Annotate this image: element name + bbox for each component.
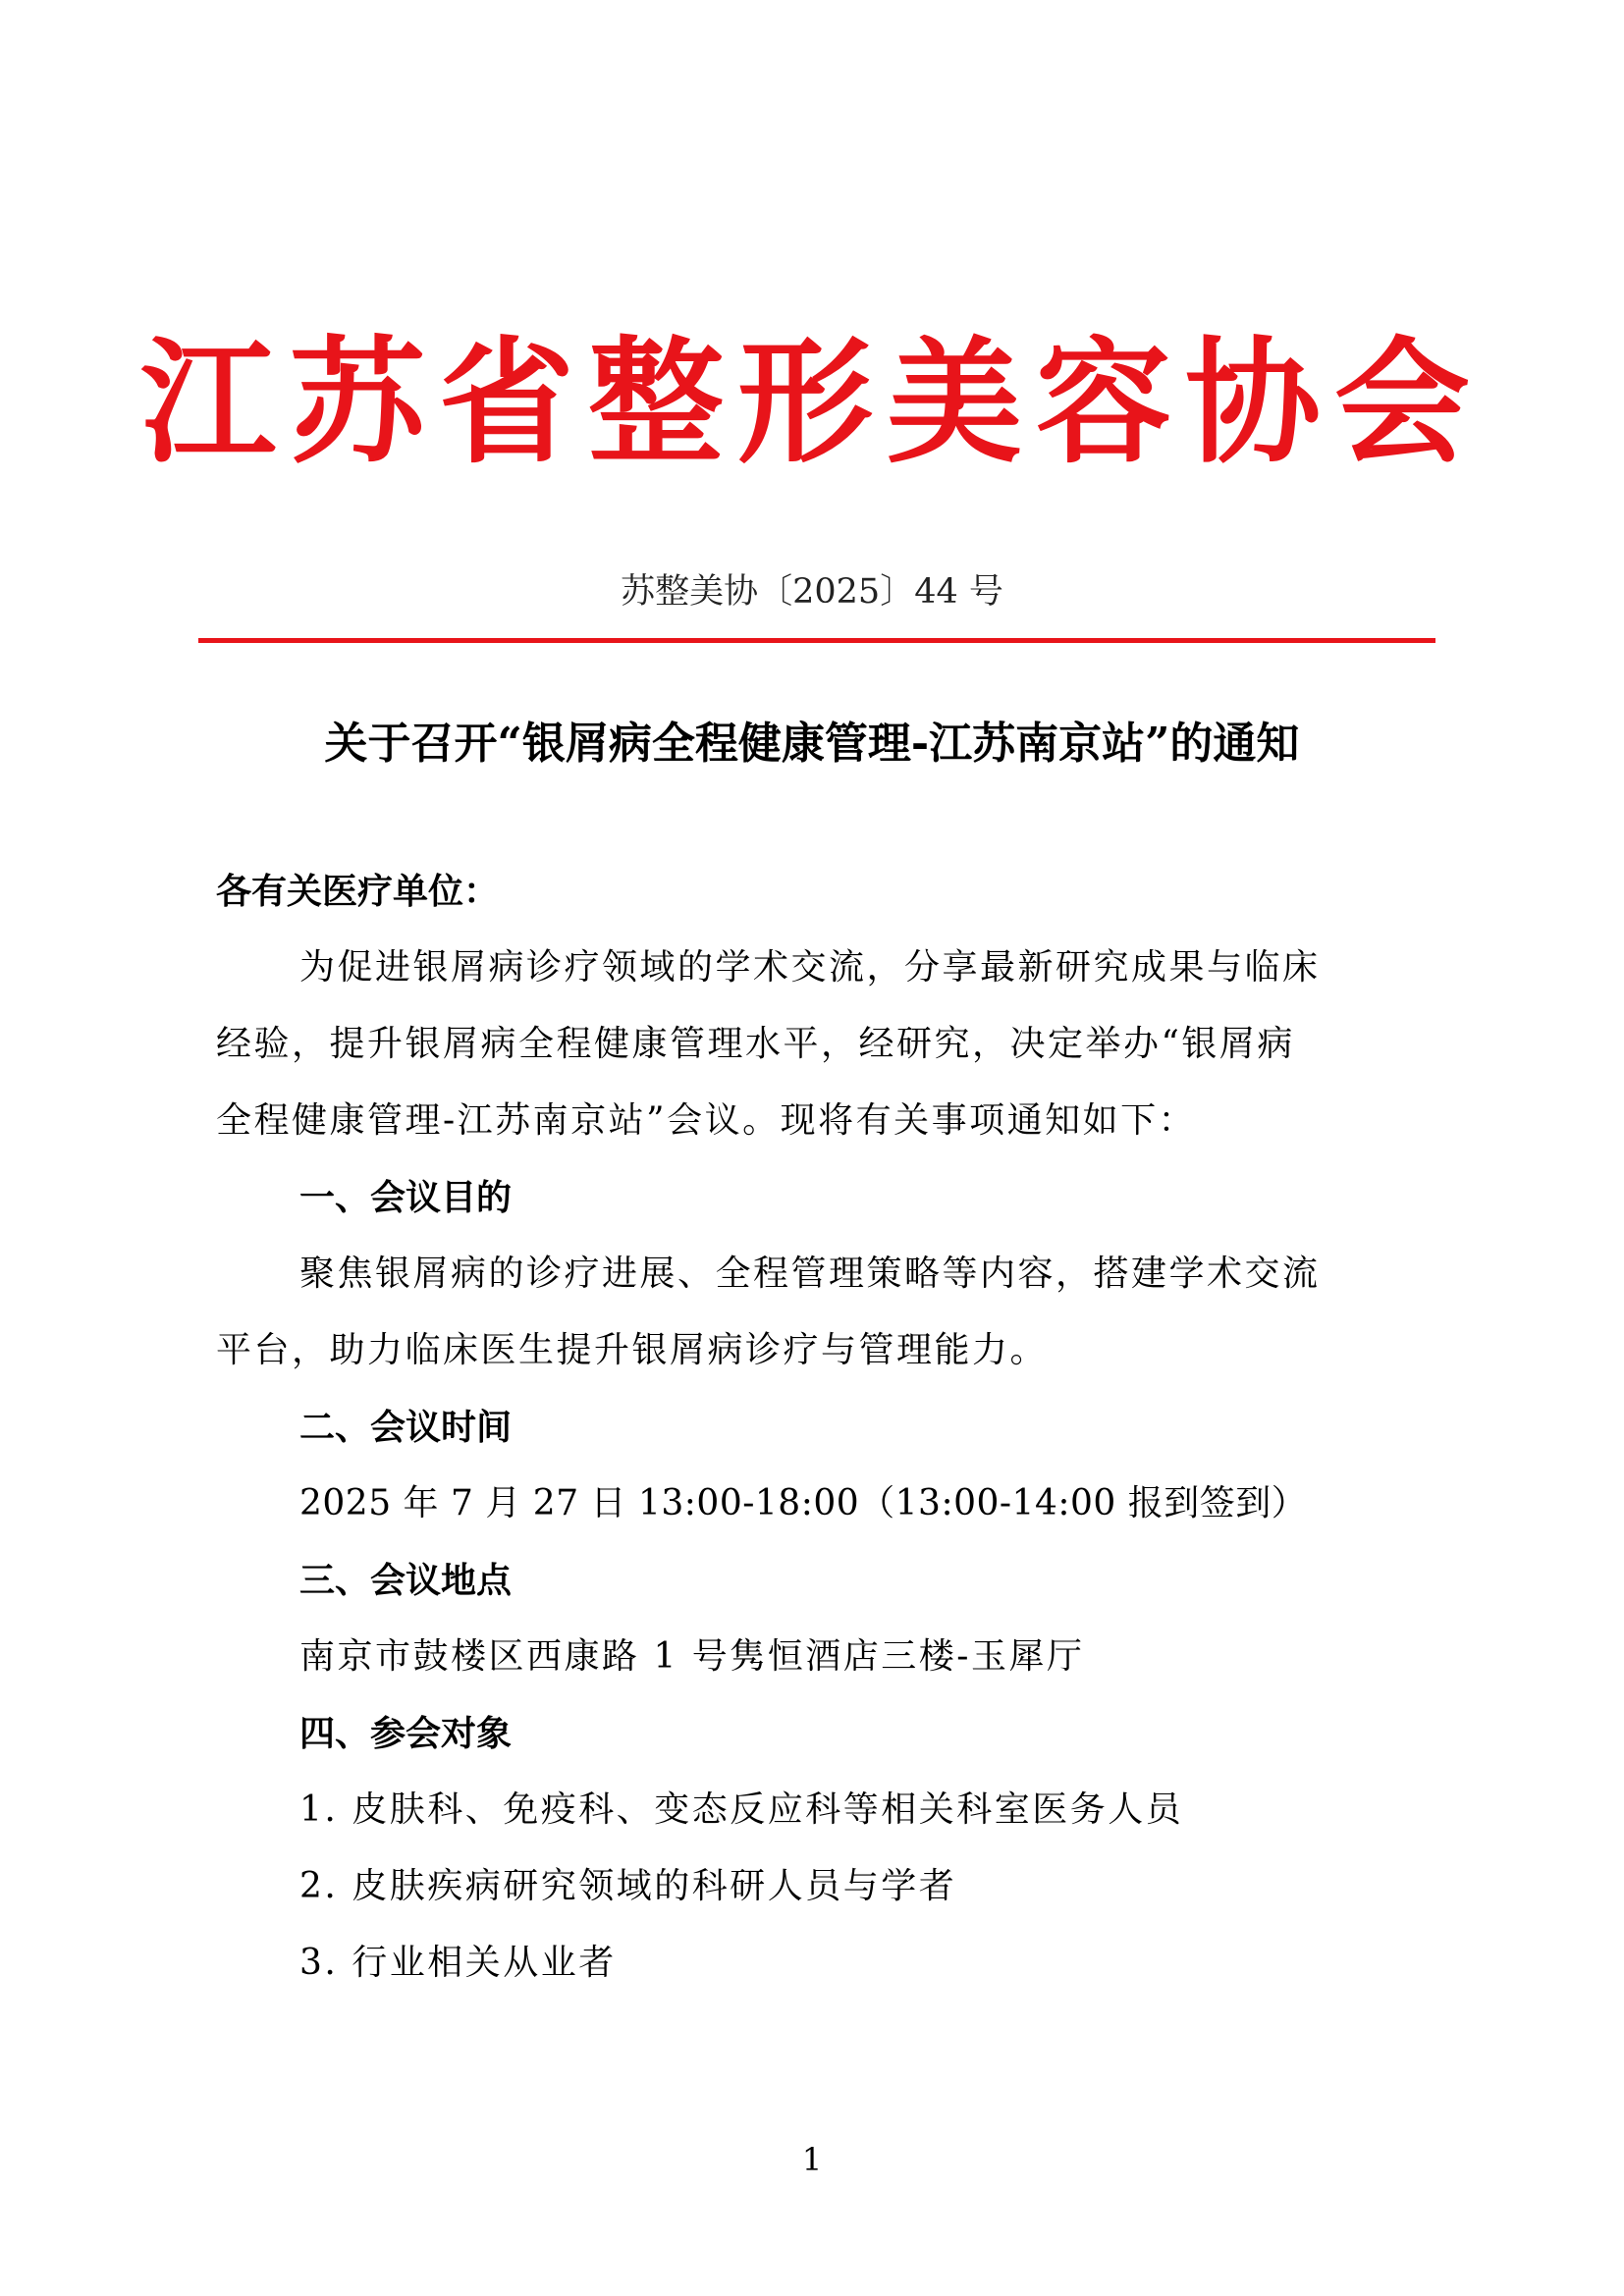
attendee-item: 2. 皮肤疾病研究领域的科研人员与学者 bbox=[299, 1866, 957, 1906]
intro-line: 为促进银屑病诊疗领域的学术交流，分享最新研究成果与临床 bbox=[299, 947, 1321, 988]
salutation: 各有关医疗单位： bbox=[216, 871, 500, 912]
intro-line: 经验，提升银屑病全程健康管理水平，经研究，决定举办“银屑病 bbox=[216, 1024, 1295, 1064]
header-divider bbox=[198, 638, 1435, 643]
purpose-line: 聚焦银屑病的诊疗进展、全程管理策略等内容，搭建学术交流 bbox=[299, 1254, 1321, 1294]
intro-line: 全程健康管理-江苏南京站”会议。现将有关事项通知如下： bbox=[216, 1100, 1197, 1141]
notice-title: 关于召开“银屑病全程健康管理-江苏南京站”的通知 bbox=[324, 719, 1300, 769]
section-heading-time: 二、会议时间 bbox=[299, 1407, 513, 1448]
attendee-item: 1. 皮肤科、免疫科、变态反应科等相关科室医务人员 bbox=[299, 1789, 1184, 1830]
organization-name: 江苏省整形美容协会 bbox=[139, 322, 1484, 482]
document-number: 苏整美协〔2025〕44 号 bbox=[621, 572, 1003, 612]
meeting-time: 2025 年 7 月 27 日 13:00-18:00（13:00-14:00 报到签到） bbox=[299, 1483, 1308, 1523]
meeting-venue: 南京市鼓楼区西康路 1 号隽恒酒店三楼-玉犀厅 bbox=[299, 1636, 1085, 1677]
section-heading-purpose: 一、会议目的 bbox=[299, 1177, 513, 1218]
section-heading-attendees: 四、参会对象 bbox=[299, 1713, 513, 1754]
attendee-item: 3. 行业相关从业者 bbox=[299, 1943, 617, 1983]
page-number: 1 bbox=[801, 2141, 823, 2178]
section-heading-venue: 三、会议地点 bbox=[299, 1560, 513, 1601]
purpose-line: 平台，助力临床医生提升银屑病诊疗与管理能力。 bbox=[216, 1330, 1049, 1370]
